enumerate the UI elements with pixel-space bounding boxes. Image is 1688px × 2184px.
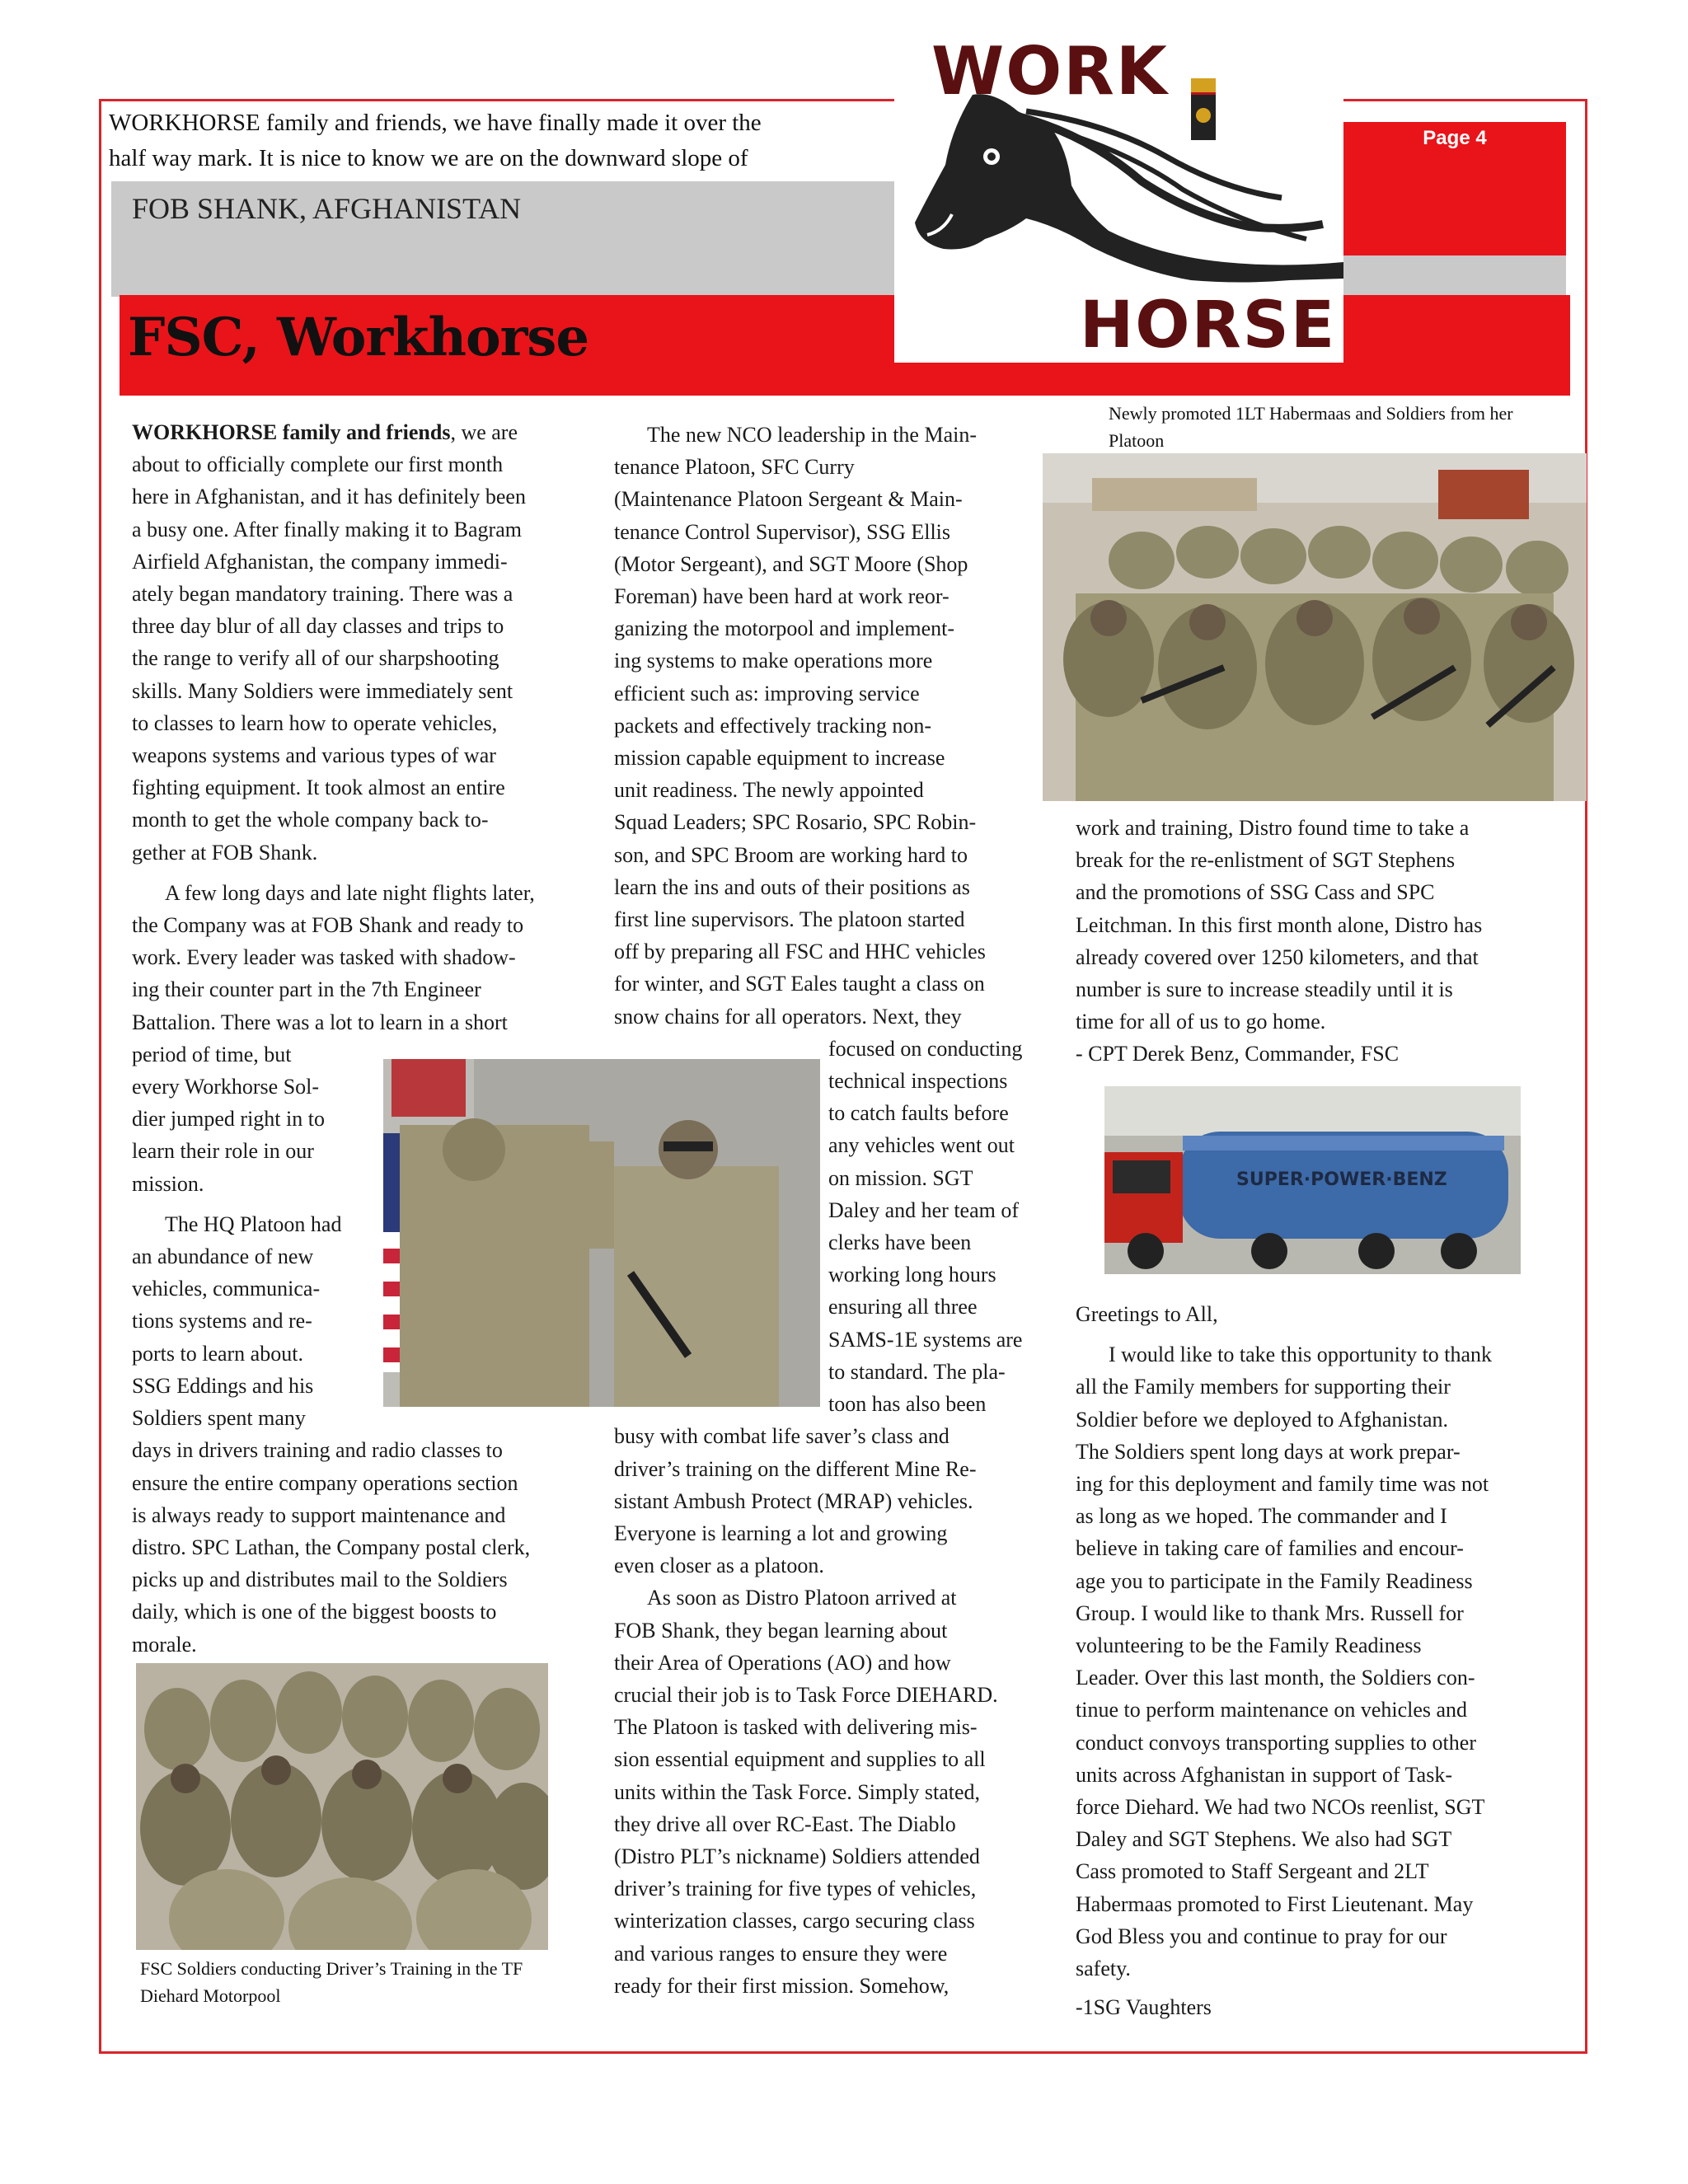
column-1 [132, 416, 602, 1661]
photo-caption-top: Newly promoted 1LT Habermaas and Soldiers from her Platoon [1109, 403, 1513, 451]
letter-body: I would like to take this opportunity to thank all the Family members for supporting their Soldier before we deployed to Afghanistan. The Soldiers spent long days at work prepar- ing for this deployment and family time was not as long as we hoped. The commander and I believe in taking care of families and encour- age you to participate in the Family Readiness Group. I would like to thank Mrs. Russell for volunteering to be the Family Readiness Leader. Over this last month, the Soldiers con- tinue to perform maintenance on vehicles and conduct convoys transporting supplies to other units across Afghanistan in support of Task- force Diehard. We had two NCOs reenlist, SGT Daley and SGT Stephens. We also had SGT Cass promoted to Staff Sergeant and 2LT Habermaas promoted to First Lieutenant. May God Bless you and continue to pray for our safety. [1076, 1343, 1493, 1981]
truck-text: SUPER·POWER·BENZ [1236, 1169, 1447, 1190]
col2-paragraph-1: The new NCO leadership in the Main- tenance Platoon, SFC Curry (Maintenance Platoon Sergeant & Main- tenance Control Supervisor), SSG Ellis (Motor Sergeant), and SGT Moore (Shop Foreman) have been hard at work reor- ganizing the motorpool and implement- ing systems to make operations more efficient such as: improving service packets and effectively tracking non- mission capable equipment to increase unit readiness. The newly appointed Squad Leaders; SPC Rosario, SPC Robin- son, and SPC Broom are working hard to learn the ins and outs of their positions as first line supervisors. The platoon started off by preparing all FSC and HHC vehicles for winter, and SGT Eales taught a class on snow chains for all operators. Next, they [614, 423, 986, 1029]
location-label: FOB SHANK, AFGHANISTAN [132, 192, 522, 225]
header-gray-band-right [1343, 255, 1566, 298]
group-photo-soldiers [1043, 453, 1587, 801]
col1-paragraph-2: A few long days and late night flights later, the Company was at FOB Shank and ready to work. Every leader was tasked with shadow- ing their counter part in the 7th Engineer Battalion. There was a lot to learn in a short period of time, but every Workhorse Sol- dier jumped right in to learn their role in our mission. [132, 880, 535, 1196]
drivers-training-photo [136, 1663, 548, 1950]
page-number: Page 4 [1423, 127, 1487, 149]
fuel-truck-photo [1104, 1086, 1521, 1274]
photo-caption-bottom: FSC Soldiers conducting Driver’s Training in the TF Diehard Motorpool [140, 1958, 523, 2006]
col2-narrow-block: focused on conducting technical inspections to catch faults before any vehicles went out on mission. SGT Daley and her team of clerks have been working long hours ensuring all three SAMS-1E systems are to standard. The pla- toon has also been [828, 1036, 1023, 1417]
intro-text: WORKHORSE family and friends, we have finally made it over the half way mark. It is nice to know we are on the downward slope of [109, 110, 762, 171]
page-title: FSC, Workhorse [128, 307, 589, 368]
column-3-letter [1076, 1298, 1570, 2023]
col2-paragraph-1-tail: busy with combat life saver’s class and driver’s training on the different Mine Re- sistant Ambush Protect (MRAP) vehicles. Everyone is learning a lot and growing even closer as a platoon. [614, 1424, 977, 1578]
reenlistment-photo [383, 1059, 820, 1407]
letter-signature: -1SG Vaughters [1076, 1995, 1212, 2020]
col3-continuation: work and training, Distro found time to take a break for the re-enlistment of SGT Stephens and the promotions of SSG Cass and SPC Leitchman. In this first month alone, Distro has already covered over 1250 kilometers, and that number is sure to increase steadily until it is time for all of us to go home. - CPT Derek Benz, Commander, FSC [1076, 816, 1483, 1066]
letter-greeting: Greetings to All, [1076, 1302, 1218, 1326]
col1-paragraph-3: The HQ Platoon had an abundance of new vehicles, communica- tions systems and re- ports to learn about. SSG Eddings and his Soldiers spent many days in drivers training and radio classes to ensure the entire company operations section is always ready to support maintenance and distro. SPC Lathan, the Company postal clerk, picks up and distributes mail to the Soldiers daily, which is one of the biggest boosts to morale. [132, 1212, 531, 1657]
col2-paragraph-2: As soon as Distro Platoon arrived at FOB Shank, they began learning about their Area of Operations (AO) and how crucial their job is to Task Force DIEHARD. The Platoon is tasked with delivering mis- sion essential equipment and supplies to all units within the Task Force. Simply stated, they drive all over RC-East. The Diablo (Distro PLT’s nickname) Soldiers attended driver’s training for five types of vehicles, winterization classes, cargo securing class and various ranges to ensure they were ready for their first mission. Somehow, [614, 1586, 998, 1998]
col1-paragraph-1: WORKHORSE family and friends, we are about to officially complete our first month here in Afghanistan, and it has definitely been a busy one. After finally making it to Bagram Airfield Afghanistan, the company immedi- ately began mandatory training. There was a three day blur of all day classes and trips to the range to verify all of our sharpshooting skills. Many Soldiers were immediately sent to classes to learn how to operate vehicles, weapons systems and various types of war fighting equipment. It took almost an entire month to get the whole company back to- gether at FOB Shank. [132, 420, 526, 865]
logo-word-bottom: HORSE [1080, 288, 1337, 363]
column-3 [1076, 812, 1570, 1071]
logo-word-top: WORK [931, 33, 1169, 110]
